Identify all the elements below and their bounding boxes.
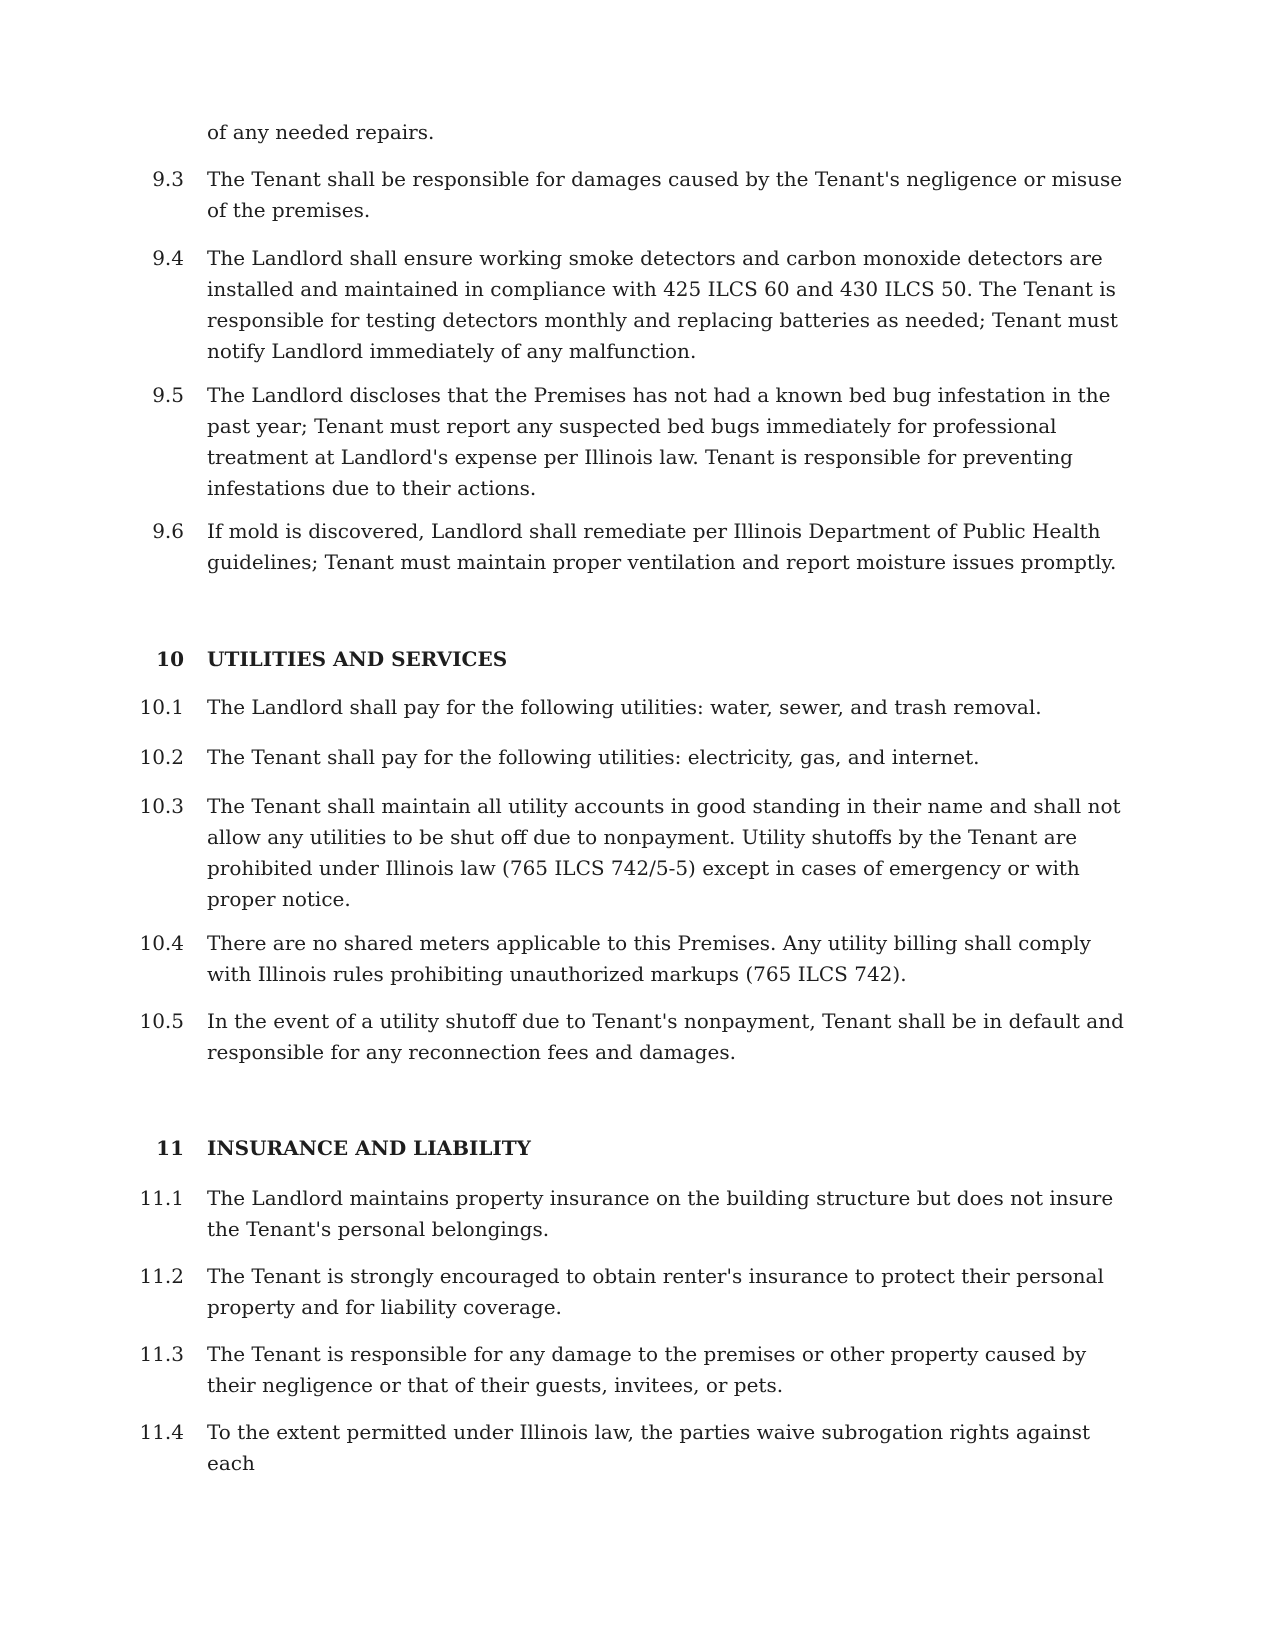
clause-number: 10.2 <box>139 745 184 769</box>
continuation-paragraph: of any needed repairs. <box>207 120 435 144</box>
clause-text: The Landlord discloses that the Premises has not had a known bed bug infestation in the past year; Tenant must report any suspected bed bugs immediately for professional treatment at Landlord's expense per Illinois law. Tenant is responsible for preventing infestations due to their actions. <box>207 383 1111 500</box>
clause-text: The Landlord maintains property insurance on the building structure but does not insure the Tenant's personal belongings. <box>207 1186 1114 1241</box>
clause-text: To the extent permitted under Illinois law, the parties waive subrogation rights against each <box>207 1420 1091 1475</box>
clause-text: The Landlord shall pay for the following utilities: water, sewer, and trash removal. <box>207 695 1042 719</box>
clause-text: If mold is discovered, Landlord shall remediate per Illinois Department of Public Health guidelines; Tenant must maintain proper ventilation and report moisture issues promptly. <box>207 519 1117 574</box>
clause-number: 11.1 <box>139 1186 184 1210</box>
clause-number: 9.5 <box>152 383 184 407</box>
section-number: 10 <box>156 647 184 671</box>
clause-number: 9.3 <box>152 167 184 191</box>
clause-text: The Tenant shall maintain all utility accounts in good standing in their name and shall not allow any utilities to be shut off due to nonpayment. Utility shutoffs by the Tenant are prohibited under Illinois law (765 ILCS 742/5-5) except in cases of emergency or with proper notice. <box>207 794 1121 911</box>
clause-text: The Landlord shall ensure working smoke detectors and carbon monoxide detectors are installed and maintained in compliance with 425 ILCS 60 and 430 ILCS 50. The Tenant is responsible for testing detectors monthly and replacing batteries as needed; Tenant must notify Landlord immediately of any malfunction. <box>207 246 1118 363</box>
clause-number: 10.4 <box>139 931 184 955</box>
section-title: INSURANCE AND LIABILITY <box>207 1136 531 1160</box>
clause-number: 10.3 <box>139 794 184 818</box>
clause-number: 9.6 <box>152 519 184 543</box>
clause-text: The Tenant is strongly encouraged to obtain renter's insurance to protect their personal property and for liability coverage. <box>207 1264 1104 1319</box>
clause-number: 10.1 <box>139 695 184 719</box>
section-title: UTILITIES AND SERVICES <box>207 647 508 671</box>
clause-text: The Tenant shall pay for the following utilities: electricity, gas, and internet. <box>207 745 980 769</box>
clause-number: 10.5 <box>139 1009 184 1033</box>
clause-number: 11.2 <box>139 1264 184 1288</box>
clause-text: The Tenant shall be responsible for damages caused by the Tenant's negligence or misuse of the premises. <box>207 167 1123 222</box>
clause-text: There are no shared meters applicable to this Premises. Any utility billing shall comply with Illinois rules prohibiting unauthorized markups (765 ILCS 742). <box>207 931 1091 986</box>
clause-text: In the event of a utility shutoff due to Tenant's nonpayment, Tenant shall be in default and responsible for any reconnection fees and damages. <box>207 1009 1124 1064</box>
clause-number: 11.4 <box>139 1420 184 1444</box>
clause-text: The Tenant is responsible for any damage to the premises or other property caused by their negligence or that of their guests, invitees, or pets. <box>207 1342 1087 1397</box>
clause-number: 11.3 <box>139 1342 184 1366</box>
section-number: 11 <box>156 1136 184 1160</box>
clause-number: 9.4 <box>152 246 184 270</box>
